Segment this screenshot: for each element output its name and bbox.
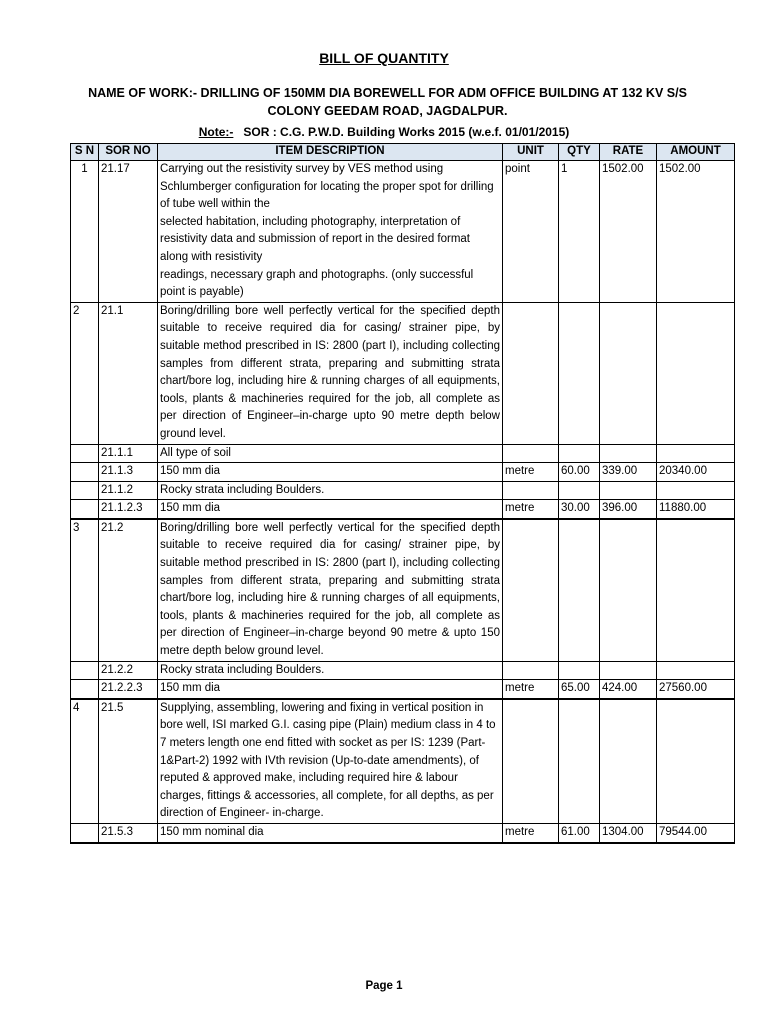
boq-table bbox=[70, 143, 735, 844]
work-line-2: COLONY GEEDAM ROAD, JAGDALPUR. bbox=[267, 104, 508, 118]
cell-qty bbox=[559, 481, 600, 500]
cell-rate: 1502.00 bbox=[600, 161, 657, 303]
cell-amount: 27560.00 bbox=[657, 680, 735, 699]
cell-desc: 150 mm nominal dia bbox=[158, 823, 503, 842]
header-unit: UNIT bbox=[503, 144, 559, 161]
cell-rate: 396.00 bbox=[600, 500, 657, 519]
cell-desc: Boring/drilling bore well perfectly vertical for the specified depth suitable to receive required dia for casing/ strainer pipe, by suitable method prescribed in IS: 2800 (part I), including collecting samples from different strata, preparing and submitting strata chart/bore log, including hire & running charges of all equipments, tools, plants & machineries required for the job, all complete as per direction of Engineer–in-charge upto 90 metre depth below ground level. bbox=[158, 302, 503, 444]
table-row bbox=[71, 519, 735, 661]
table-row bbox=[71, 823, 735, 842]
cell-rate bbox=[600, 519, 657, 661]
cell-rate bbox=[600, 444, 657, 463]
cell-sor: 21.1.2.3 bbox=[99, 500, 158, 519]
desc-part: selected habitation, including photography, interpretation of resistivity data and submission of report in the desired format along with resistivity bbox=[160, 215, 471, 263]
cell-qty bbox=[559, 699, 600, 824]
cell-qty bbox=[559, 444, 600, 463]
header-sn: S N bbox=[71, 144, 99, 161]
name-of-work bbox=[80, 84, 695, 120]
cell-sn: 1 bbox=[71, 161, 99, 303]
table-row bbox=[71, 444, 735, 463]
cell-unit: point bbox=[503, 161, 559, 303]
cell-sn: 4 bbox=[71, 699, 99, 824]
cell-qty bbox=[559, 519, 600, 661]
cell-amount: 11880.00 bbox=[657, 500, 735, 519]
cell-sn bbox=[71, 661, 99, 680]
cell-sn bbox=[71, 444, 99, 463]
desc-part: Carrying out the resistivity survey by VES method using Schlumberger configuration for locating the proper spot for drilling of tube well within the bbox=[160, 163, 494, 211]
cell-desc: All type of soil bbox=[158, 444, 503, 463]
cell-sor: 21.1 bbox=[99, 302, 158, 444]
cell-sn: 2 bbox=[71, 302, 99, 444]
cell-amount bbox=[657, 519, 735, 661]
cell-desc bbox=[158, 161, 503, 303]
cell-sor: 21.5 bbox=[99, 699, 158, 824]
header-rate: RATE bbox=[600, 144, 657, 161]
cell-unit bbox=[503, 699, 559, 824]
cell-sn bbox=[71, 680, 99, 699]
cell-sn bbox=[71, 463, 99, 482]
cell-rate bbox=[600, 481, 657, 500]
cell-unit: metre bbox=[503, 463, 559, 482]
cell-desc: 150 mm dia bbox=[158, 500, 503, 519]
cell-rate bbox=[600, 302, 657, 444]
cell-desc: Rocky strata including Boulders. bbox=[158, 661, 503, 680]
cell-sor: 21.17 bbox=[99, 161, 158, 303]
cell-amount bbox=[657, 481, 735, 500]
table-row bbox=[71, 481, 735, 500]
cell-rate: 1304.00 bbox=[600, 823, 657, 842]
table-row bbox=[71, 500, 735, 519]
table-row bbox=[71, 463, 735, 482]
cell-desc: Boring/drilling bore well perfectly vertical for the specified depth suitable to receive required dia for casing/ strainer pipe, by suitable method prescribed in IS: 2800 (part I), including collecting samples from different strata, preparing and submitting strata chart/bore log, including hire & running charges of all equipments, tools, plants & machineries required for the job, all complete as per direction of Engineer–in-charge beyond 90 metre & upto 150 metre depth below ground level. bbox=[158, 519, 503, 661]
cell-sn bbox=[71, 481, 99, 500]
header-qty: QTY bbox=[559, 144, 600, 161]
cell-sor: 21.5.3 bbox=[99, 823, 158, 842]
header-amount: AMOUNT bbox=[657, 144, 735, 161]
document-title: BILL OF QUANTITY bbox=[319, 50, 449, 66]
cell-sor: 21.2.2.3 bbox=[99, 680, 158, 699]
table-header-row bbox=[71, 144, 735, 161]
cell-qty: 65.00 bbox=[559, 680, 600, 699]
cell-rate bbox=[600, 699, 657, 824]
table-row bbox=[71, 661, 735, 680]
header-item-description: ITEM DESCRIPTION bbox=[158, 144, 503, 161]
work-line-1: NAME OF WORK:- DRILLING OF 150MM DIA BOREWELL FOR ADM OFFICE BUILDING AT 132 KV S/S bbox=[88, 86, 687, 100]
header-sor-no: SOR NO bbox=[99, 144, 158, 161]
cell-amount bbox=[657, 444, 735, 463]
cell-rate bbox=[600, 661, 657, 680]
cell-sn bbox=[71, 823, 99, 842]
cell-rate: 339.00 bbox=[600, 463, 657, 482]
cell-sor: 21.2.2 bbox=[99, 661, 158, 680]
cell-qty: 1 bbox=[559, 161, 600, 303]
cell-rate: 424.00 bbox=[600, 680, 657, 699]
cell-amount bbox=[657, 699, 735, 824]
table-row bbox=[71, 302, 735, 444]
cell-qty: 60.00 bbox=[559, 463, 600, 482]
cell-sn bbox=[71, 500, 99, 519]
note-label: Note:- bbox=[198, 125, 234, 139]
cell-amount: 79544.00 bbox=[657, 823, 735, 842]
cell-unit bbox=[503, 519, 559, 661]
cell-unit: metre bbox=[503, 680, 559, 699]
cell-amount: 1502.00 bbox=[657, 161, 735, 303]
cell-unit bbox=[503, 661, 559, 680]
cell-sor: 21.2 bbox=[99, 519, 158, 661]
note-line bbox=[0, 125, 768, 139]
cell-unit bbox=[503, 302, 559, 444]
cell-unit: metre bbox=[503, 500, 559, 519]
table-row bbox=[71, 161, 735, 303]
cell-amount bbox=[657, 661, 735, 680]
cell-qty bbox=[559, 302, 600, 444]
note-text: SOR : C.G. P.W.D. Building Works 2015 (w.e.f. 01/01/2015) bbox=[243, 125, 570, 139]
cell-qty: 30.00 bbox=[559, 500, 600, 519]
cell-desc: Rocky strata including Boulders. bbox=[158, 481, 503, 500]
cell-desc: 150 mm dia bbox=[158, 680, 503, 699]
cell-unit bbox=[503, 444, 559, 463]
cell-desc: 150 mm dia bbox=[158, 463, 503, 482]
page-number: Page 1 bbox=[365, 980, 403, 992]
cell-sor: 21.1.1 bbox=[99, 444, 158, 463]
desc-part: readings, necessary graph and photographs. (only successful point is payable) bbox=[160, 268, 474, 299]
cell-amount bbox=[657, 302, 735, 444]
cell-qty: 61.00 bbox=[559, 823, 600, 842]
table-row bbox=[71, 680, 735, 699]
cell-desc: Supplying, assembling, lowering and fixing in vertical position in bore well, ISI marked G.I. casing pipe (Plain) medium class in 4 to 7 meters length one end fitted with socket as per IS: 1239 (Part-1&Part-2) 1992 with IVth revision (Up-to-date amendments), of reputed & approved make, including required hire & labour charges, fittings & accessories, all complete, for all depths, as per direction of Engineer- in-charge. bbox=[158, 699, 503, 824]
cell-unit bbox=[503, 481, 559, 500]
cell-amount: 20340.00 bbox=[657, 463, 735, 482]
cell-sn: 3 bbox=[71, 519, 99, 661]
cell-qty bbox=[559, 661, 600, 680]
cell-sor: 21.1.3 bbox=[99, 463, 158, 482]
table-row bbox=[71, 699, 735, 824]
cell-unit: metre bbox=[503, 823, 559, 842]
cell-sor: 21.1.2 bbox=[99, 481, 158, 500]
